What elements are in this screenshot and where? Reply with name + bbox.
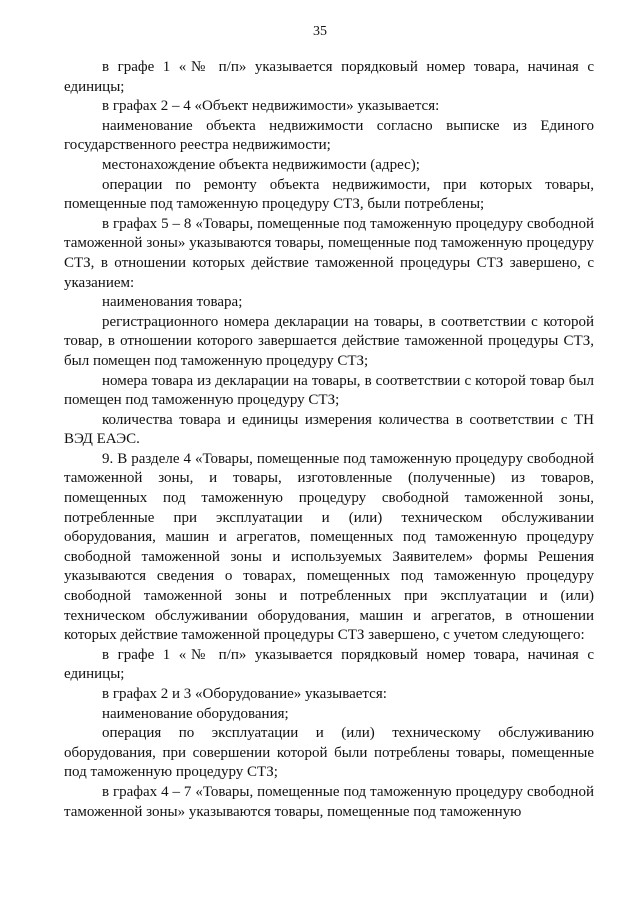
paragraph: операции по ремонту объекта недвижимости, при которых товары, помещенные под таможенную процедуру СТЗ, были потреблены; [64,176,594,213]
paragraph: в графе 1 «№ п/п» указывается порядковый номер товара, начиная с единицы; [64,646,594,683]
paragraph: наименования товара; [102,294,243,311]
paragraph: количества товара и единицы измерения количества в соответствии с ТН ВЭД ЕАЭС. [64,411,594,448]
paragraph: 9. В разделе 4 «Товары, помещенные под таможенную процедуру свободной таможенной зоны, и товары, изготовленные (полученные) из товаров, помещенных под таможенную процедуру свободной таможенной зоны, потребленные при эксплуатации и (или) техническом обслуживании оборудования, машин и агрегатов, помещенных под таможенную процедуру свободной таможенной зоны и используемых Заявителем» формы Решения указываются сведения о товарах, помещенных под таможенную процедуру свободной таможенной зоны и потребленных при эксплуатации и (или) техническом обслуживании оборудования, машин и агрегатов, в отношении которых действие таможенной процедуры СТЗ завершено, с учетом следующего: [64,450,594,644]
paragraph: местонахождение объекта недвижимости (адрес); [102,156,420,173]
paragraph: номера товара из декларации на товары, в соответствии с которой товар был помещен под таможенную процедуру СТЗ; [64,372,594,409]
paragraph: наименование оборудования; [102,705,289,722]
paragraph: в графах 5 – 8 «Товары, помещенные под таможенную процедуру свободной таможенной зоны» указываются товары, помещенные под таможенную процедуру СТЗ, в отношении которых действие таможенной процедуры СТЗ завершено, с указанием: [64,215,594,291]
paragraph: наименование объекта недвижимости согласно выписке из Единого государственного реестра недвижимости; [64,117,594,154]
paragraph: операция по эксплуатации и (или) техническому обслуживанию оборудования, при совершении которой были потреблены товары, помещенные под таможенную процедуру СТЗ; [64,725,594,781]
paragraph: в графах 4 – 7 «Товары, помещенные под таможенную процедуру свободной таможенной зоны» указываются товары, помещенные под таможенную [64,783,594,820]
paragraph: регистрационного номера декларации на товары, в соответствии с которой товар, в отношении которого завершается действие таможенной процедуры СТЗ, был помещен под таможенную процедуру СТЗ; [64,313,594,369]
page-number: 35 [313,24,327,39]
paragraph: в графе 1 «№ п/п» указывается порядковый номер товара, начиная с единицы; [64,59,594,95]
paragraph: в графах 2 и 3 «Оборудование» указывается: [102,686,387,702]
document-body [64,58,594,822]
paragraph: в графах 2 – 4 «Объект недвижимости» указывается: [102,98,440,115]
